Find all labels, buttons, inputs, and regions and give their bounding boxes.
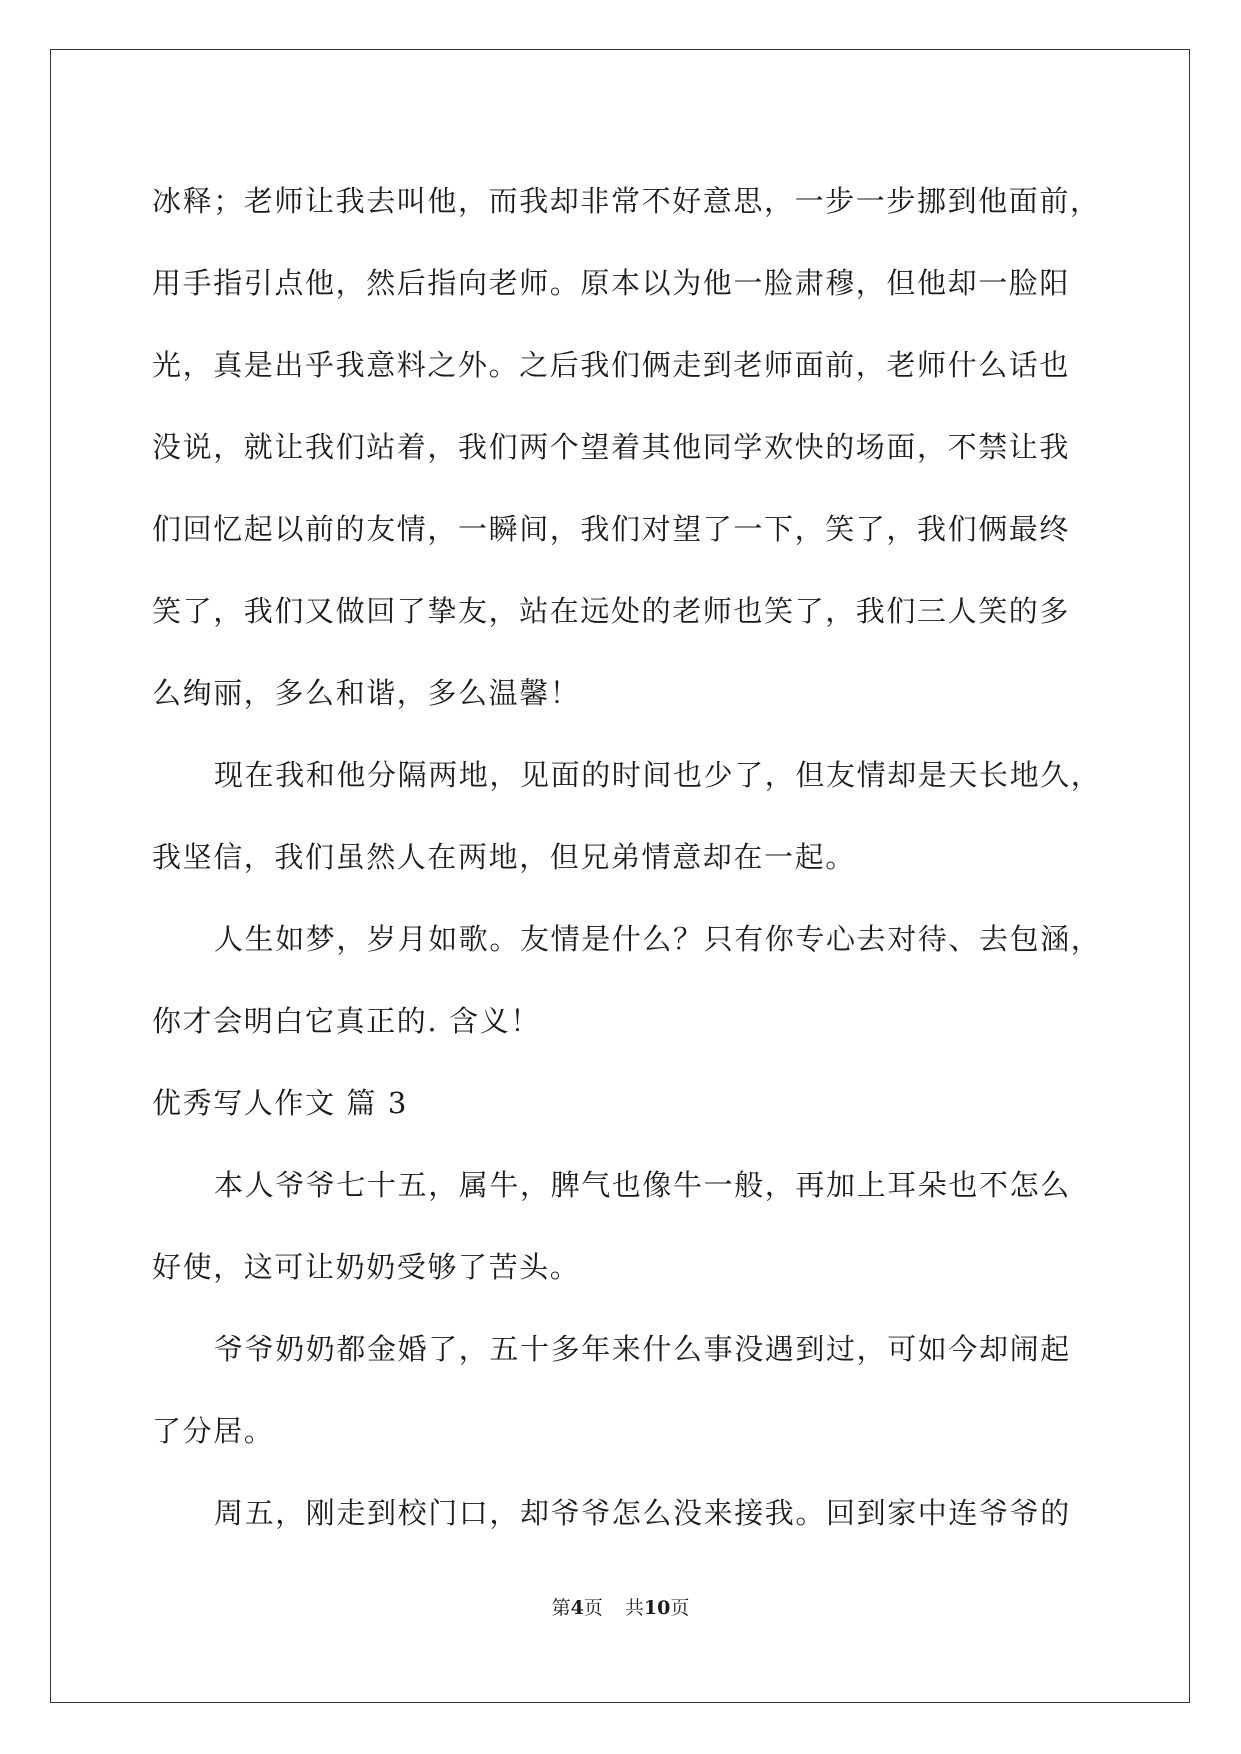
total-pages: 10 — [643, 1597, 671, 1619]
document-body — [152, 160, 1102, 1554]
text-line: 人生如梦，岁月如歌。友情是什么？只有你专心去对待、去包涵， — [214, 922, 1102, 956]
total-suffix: 页 — [670, 1597, 690, 1619]
text-line: 没说，就让我们站着，我们两个望着其他同学欢快的场面，不禁让我 — [152, 430, 1071, 464]
text-line: 好使，这可让奶奶受够了苦头。 — [152, 1250, 581, 1284]
section-heading: 优秀写人作文 篇 3 — [152, 1086, 408, 1120]
text-line: 了分居。 — [152, 1414, 275, 1448]
page-footer — [0, 1596, 1241, 1620]
text-line: 冰释；老师让我去叫他，而我却非常不好意思，一步一步挪到他面前， — [152, 184, 1101, 218]
text-line: 用手指引点他，然后指向老师。原本以为他一脸肃穆，但他却一脸阳 — [152, 266, 1071, 300]
page-number: 4 — [570, 1597, 584, 1619]
text-line: 爷爷奶奶都金婚了，五十多年来什么事没遇到过，可如今却闹起 — [214, 1332, 1071, 1366]
text-line: 周五，刚走到校门口，却爷爷怎么没来接我。回到家中连爷爷的 — [214, 1496, 1071, 1530]
text-line: 们回忆起以前的友情，一瞬间，我们对望了一下，笑了，我们俩最终 — [152, 512, 1071, 546]
text-line: 我坚信，我们虽然人在两地，但兄弟情意却在一起。 — [152, 840, 856, 874]
text-line: 么绚丽，多么和谐，多么温馨！ — [152, 676, 581, 710]
text-line: 笑了，我们又做回了挚友，站在远处的老师也笑了，我们三人笑的多 — [152, 594, 1071, 628]
text-line: 你才会明白它真正的. 含义！ — [152, 1004, 541, 1038]
text-line: 光，真是出乎我意料之外。之后我们俩走到老师面前，老师什么话也 — [152, 348, 1071, 382]
text-line: 本人爷爷七十五，属牛，脾气也像牛一般，再加上耳朵也不怎么 — [214, 1168, 1071, 1202]
page-prefix: 第 — [551, 1597, 571, 1619]
text-line: 现在我和他分隔两地，见面的时间也少了，但友情却是天长地久， — [214, 758, 1102, 792]
total-prefix: 共 — [624, 1597, 644, 1619]
page-suffix: 页 — [583, 1597, 603, 1619]
